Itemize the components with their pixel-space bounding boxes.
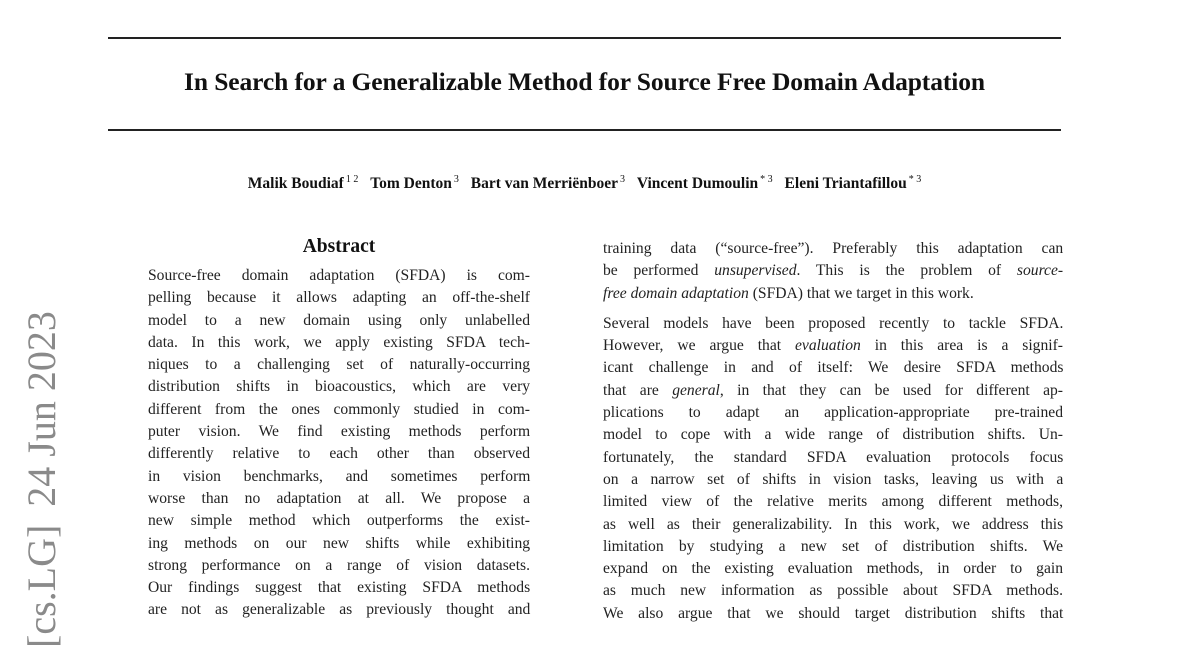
text-span: that are [603,381,673,399]
text-line [603,260,1063,282]
text-line [603,380,1063,402]
text-line [603,335,1063,357]
emphasis: evaluation [795,337,861,355]
title-top-rule [108,37,1061,39]
text-line: differently relative to each other than observed [148,445,530,463]
left-column [148,234,530,622]
author-name: Eleni Triantafillou [784,175,907,192]
text-span: (SFDA) that we target in this work. [748,284,974,302]
emphasis: general [672,381,720,399]
author-name: Malik Boudiaf [247,175,344,192]
author [471,175,625,192]
abstract-heading: Abstract [302,236,376,257]
text-line: Our findings suggest that existing SFDA methods [148,579,531,597]
text-line: worse than no adaptation at all. We propose a [148,489,530,507]
text-line: new simple method which outperforms the exist- [148,512,530,530]
arxiv-stamp [12,308,72,648]
intro-paragraph-2-continued [603,402,1063,625]
text-line: different from the ones commonly studied in com- [148,400,530,418]
text-line: are not as generalizable as previously thought and [148,601,531,619]
text-span: in this area is a signif- [860,337,1063,355]
author-affiliation: 3 [620,174,625,185]
right-column [603,238,1063,633]
text-line: data. In this work, we apply existing SFDA tech- [148,333,530,351]
author-name: Tom Denton [370,175,452,192]
author [637,175,773,192]
text-span: be performed [603,262,715,280]
text-line: puter vision. We find existing methods perform [148,423,531,441]
text-line: plications to adapt an application-appropriate pre-trained [603,404,1063,422]
author-list [108,174,1061,193]
text-line: expand on the existing evaluation methods, in order to gain [603,560,1063,578]
text-line: strong performance on a range of vision datasets. [148,556,530,574]
text-line: Source-free domain adaptation (SFDA) is com- [148,267,530,284]
author-name: Bart van Merriënboer [470,175,618,192]
text-span: However, we argue that [603,337,796,355]
text-line: limited view of the relative merits among different methods, [603,493,1064,511]
text-line: niques to a challenging set of naturally-occurring [148,356,530,374]
author-affiliation: * 3 [908,174,922,185]
author-name: Vincent Dumoulin [636,175,759,192]
author-affiliation: * 3 [760,174,773,185]
text-span: Several models have been proposed recently to tackle SFDA. [603,314,1064,332]
text-line: ing methods on our new shifts while exhibiting [148,534,531,552]
text-line [603,238,1063,260]
text-span: . This is the problem of [796,262,1017,280]
text-line: pelling because it allows adapting an off-the-shelf [148,289,530,307]
author [248,175,359,192]
arxiv-category: [cs.LG] [19,524,64,648]
text-line [603,283,1063,305]
arxiv-date: 24 Jun 2023 [19,311,64,507]
author-affiliation: 1 2 [345,174,359,185]
text-span: training data (“source-free”). Preferably this adaptation can [603,240,1064,257]
abstract-body [148,265,530,622]
text-line: as well as their generalizability. In this work, we address this [603,515,1064,533]
text-line: on a narrow set of shifts in vision tasks, leaving us with a [603,470,1064,488]
emphasis: source- [1016,262,1064,280]
text-line: We also argue that we should target distribution shifts that [603,604,1064,622]
text-line: distribution shifts in bioacoustics, which are very [148,378,531,396]
author [785,175,922,192]
emphasis: unsupervised [714,262,797,280]
intro-paragraph-2 [603,313,1063,625]
emphasis: free domain adaptation [603,284,749,302]
text-line: in vision benchmarks, and sometimes perform [148,467,531,485]
text-line: model to cope with a wide range of distribution shifts. Un- [603,426,1063,444]
text-line: fortunately, the standard SFDA evaluation protocols focus [603,448,1064,466]
paper-title: In Search for a Generalizable Method for Source Free Domain Adaptation [184,67,985,96]
text-line [603,313,1063,335]
text-line: model to a new domain using only unlabelled [148,311,530,329]
author [370,175,459,192]
title-bottom-rule [108,129,1061,131]
text-line [603,357,1063,379]
author-affiliation: 3 [453,174,459,185]
text-span: , in that they can be used for different ap- [719,381,1064,399]
text-line: limitation by studying a new set of distribution shifts. We [603,537,1063,555]
intro-paragraph-1 [603,238,1063,305]
text-line: as much new information as possible about SFDA methods. [603,582,1063,600]
text-span: icant challenge in and of itself: We desire SFDA methods [603,359,1064,377]
